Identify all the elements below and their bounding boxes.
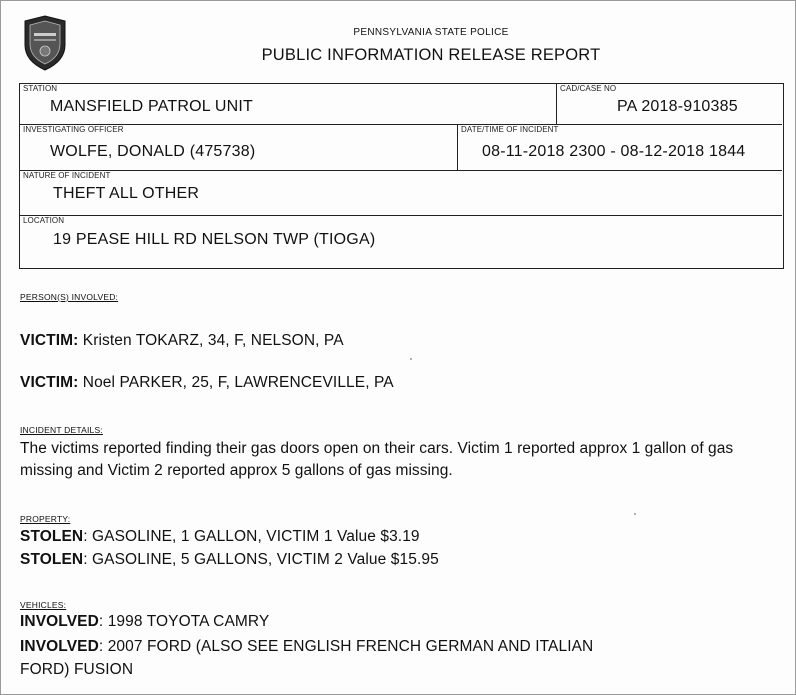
role-label: INVOLVED	[20, 638, 99, 655]
officer-cell	[20, 125, 457, 170]
role-label: STOLEN	[20, 528, 84, 545]
victim-details: Noel PARKER, 25, F, LAWRENCEVILLE, PA	[78, 374, 394, 391]
scan-speck	[410, 358, 412, 360]
incident-details-text: The victims reported finding their gas doors open on their cars. Victim 1 reported approx 1 gallon of gas missing and Victim 2 reported approx 5 gallons of gas missing.	[20, 440, 734, 479]
property-section-label: PROPERTY:	[20, 514, 71, 524]
case-number-label: CAD/CASE NO	[560, 84, 617, 93]
victim-line	[20, 374, 394, 392]
persons-section-label: PERSON(S) INVOLVED:	[20, 292, 119, 302]
station-value: MANSFIELD PATROL UNIT	[50, 98, 254, 115]
location-cell	[20, 216, 782, 268]
victim-line	[20, 332, 344, 350]
state-police-shield-icon	[22, 15, 68, 71]
victim-details: Kristen TOKARZ, 34, F, NELSON, PA	[78, 332, 344, 349]
incident-datetime-cell	[458, 125, 782, 170]
report-title: PUBLIC INFORMATION RELEASE REPORT	[261, 46, 601, 64]
property-details: : GASOLINE, 1 GALLON, VICTIM 1 Value $3.19	[83, 528, 420, 545]
station-label: STATION	[23, 84, 58, 93]
property-line	[20, 551, 439, 569]
property-details: : GASOLINE, 5 GALLONS, VICTIM 2 Value $15.95	[83, 551, 439, 568]
station-cell	[20, 84, 556, 124]
scan-speck	[634, 513, 636, 515]
nature-value: THEFT ALL OTHER	[53, 185, 200, 202]
role-label: VICTIM:	[20, 332, 79, 349]
location-value: 19 PEASE HILL RD NELSON TWP (TIOGA)	[53, 231, 376, 248]
role-label: STOLEN	[20, 551, 84, 568]
nature-cell	[20, 171, 782, 215]
location-label: LOCATION	[23, 216, 65, 225]
officer-label: INVESTIGATING OFFICER	[23, 125, 124, 134]
officer-value: WOLFE, DONALD (475738)	[50, 143, 256, 160]
incident-form-box	[19, 83, 784, 269]
vehicle-details: : 1998 TOYOTA CAMRY	[98, 613, 270, 630]
incident-datetime-label: DATE/TIME OF INCIDENT	[461, 125, 559, 134]
vehicle-continuation: FORD) FUSION	[20, 661, 134, 678]
vehicle-line	[20, 613, 269, 631]
vehicle-line	[20, 638, 593, 656]
role-label: INVOLVED	[20, 613, 99, 630]
vehicle-details: : 2007 FORD (ALSO SEE ENGLISH FRENCH GERMAN AND ITALIAN	[98, 638, 594, 655]
incident-section-label: INCIDENT DETAILS:	[20, 425, 103, 435]
nature-label: NATURE OF INCIDENT	[23, 171, 111, 180]
property-line	[20, 528, 420, 546]
role-label: VICTIM:	[20, 374, 79, 391]
case-number-cell	[557, 84, 782, 124]
agency-name: PENNSYLVANIA STATE POLICE	[353, 27, 509, 38]
vehicles-section-label: VEHICLES:	[20, 600, 67, 610]
case-number-value: PA 2018-910385	[617, 98, 738, 115]
incident-datetime-value: 08-11-2018 2300 - 08-12-2018 1844	[482, 143, 746, 160]
